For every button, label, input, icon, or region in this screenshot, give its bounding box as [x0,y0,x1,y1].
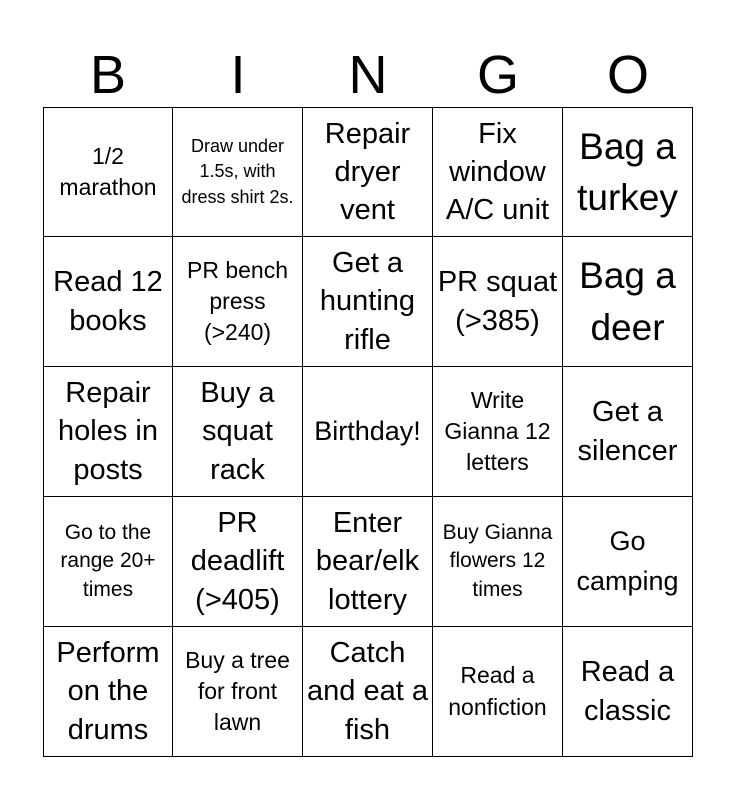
bingo-cell: Get a silencer [563,367,693,497]
bingo-grid [43,107,693,757]
bingo-cell: Fix window A/C unit [433,107,563,237]
bingo-cell: Get a hunting rifle [303,237,433,367]
bingo-cell: Read 12 books [43,237,173,367]
bingo-cell: Write Gianna 12 letters [433,367,563,497]
bingo-cell: Buy a squat rack [173,367,303,497]
bingo-header [43,44,693,106]
bingo-cell: Read a classic [563,627,693,757]
bingo-cell: Bag a turkey [563,107,693,237]
bingo-cell: Buy a tree for front lawn [173,627,303,757]
bingo-cell: Bag a deer [563,237,693,367]
header-letter-b: B [89,45,127,105]
bingo-cell: Birthday! [303,367,433,497]
bingo-cell: Buy Gianna flowers 12 times [433,497,563,627]
header-letter-g: G [476,45,519,105]
header-letter-n: N [348,45,388,105]
bingo-cell: PR squat (>385) [433,237,563,367]
bingo-cell: Repair holes in posts [43,367,173,497]
bingo-cell: Repair dryer vent [303,107,433,237]
bingo-cell: PR deadlift (>405) [173,497,303,627]
header-letter-o: O [606,45,649,105]
bingo-cell: Draw under 1.5s, with dress shirt 2s. [173,107,303,237]
bingo-cell: Perform on the drums [43,627,173,757]
bingo-cell: Catch and eat a fish [303,627,433,757]
bingo-cell: Go to the range 20+ times [43,497,173,627]
bingo-cell: Enter bear/elk lottery [303,497,433,627]
bingo-cell: PR bench press (>240) [173,237,303,367]
bingo-cell: Read a nonfiction [433,627,563,757]
header-letter-i: I [230,45,246,105]
bingo-cell: Go camping [563,497,693,627]
bingo-cell: 1/2 marathon [43,107,173,237]
